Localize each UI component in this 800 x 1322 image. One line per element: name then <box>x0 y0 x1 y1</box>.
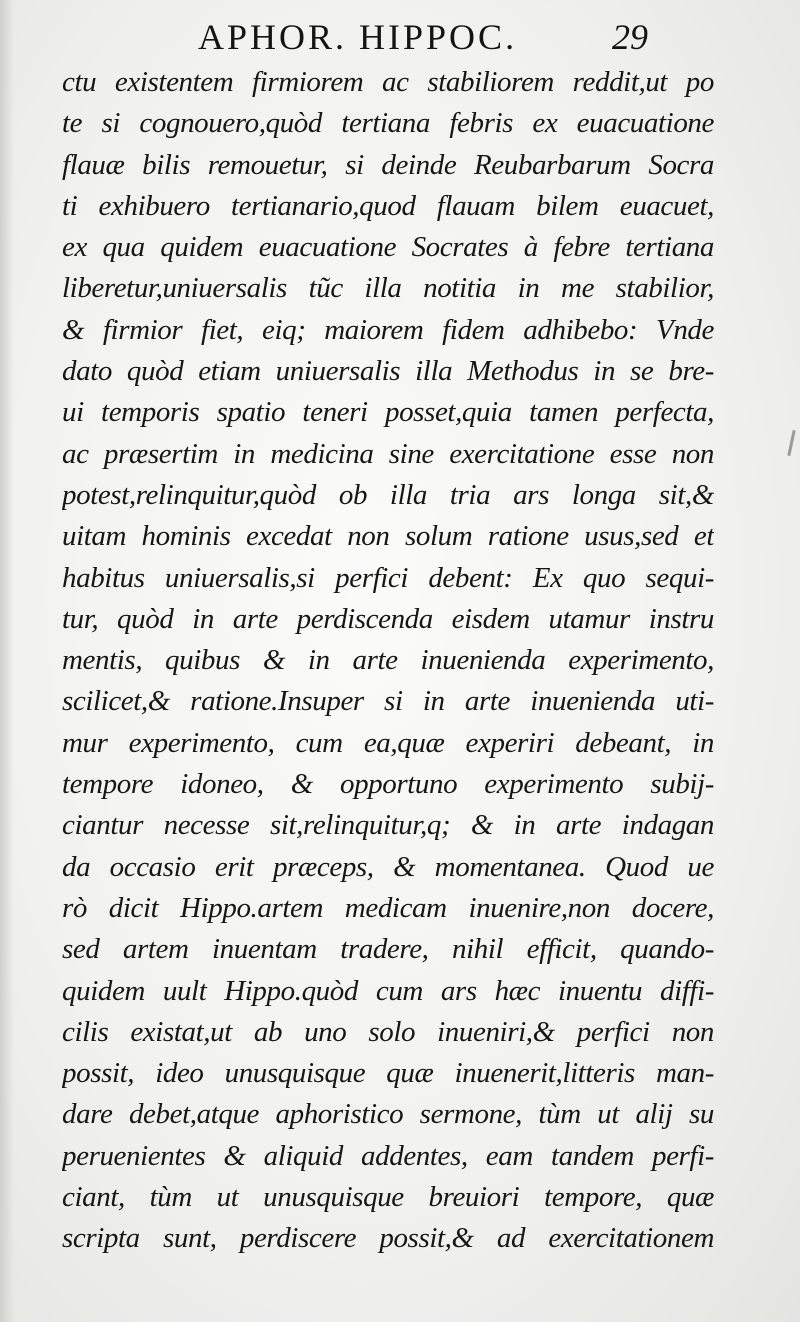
text-line: cilis existat,ut ab uno solo inueniri,& perfici non <box>62 1015 714 1048</box>
text-line: liberetur,uniuersalis tũc illa notitia in me stabilior, <box>62 272 714 305</box>
text-line: tempore idoneo, & opportuno experimento subij- <box>62 768 714 801</box>
text-line: ctu existentem firmiorem ac stabiliorem reddit,ut po <box>62 66 714 98</box>
text-line: te si cognouero,quòd tertiana febris ex euacuatione <box>62 107 714 140</box>
text-line: uitam hominis excedat non solum ratione usus,sed et <box>62 520 714 553</box>
text-line: possit, ideo unusquisque quæ inuenerit,litteris man- <box>62 1057 714 1090</box>
page-gutter-shadow <box>0 0 14 1322</box>
text-line: potest,relinquitur,quòd ob illa tria ars longa sit,& <box>62 478 714 511</box>
text-line: rò dicit Hippo.artem medicam inuenire,non docere, <box>62 891 714 924</box>
text-line: ciant, tùm ut unusquisque breuiori tempore, quæ <box>62 1181 714 1214</box>
text-line: mur experimento, cum ea,quæ experiri debeant, in <box>62 726 714 759</box>
text-line: mentis, quibus & in arte inuenienda experimento, <box>62 644 714 677</box>
text-line: scripta sunt, perdiscere possit,& ad exercitationem <box>62 1222 714 1255</box>
body-text <box>62 62 714 1260</box>
text-line: sed artem inuentam tradere, nihil efficit, quando- <box>62 933 714 966</box>
text-line: habitus uniuersalis,si perfici debent: Ex quo sequi- <box>62 561 714 594</box>
text-line: dato quòd etiam uniuersalis illa Methodus in se bre- <box>62 355 714 388</box>
text-line: dare debet,atque aphoristico sermone, tùm ut alij su <box>62 1098 714 1131</box>
page-header <box>0 12 800 62</box>
text-line: quidem uult Hippo.quòd cum ars hæc inuentu diffi- <box>62 974 714 1007</box>
text-line: scilicet,& ratione.Insuper si in arte inuenienda uti- <box>62 685 714 718</box>
text-line: peruenientes & aliquid addentes, eam tandem perfi- <box>62 1139 714 1172</box>
text-line: & firmior fiet, eiq; maiorem fidem adhibebo: Vnde <box>62 313 714 346</box>
text-line: ex qua quidem euacuatione Socrates à febre tertiana <box>62 231 714 264</box>
text-line: flauæ bilis remouetur, si deinde Reubarbarum Socra <box>62 148 714 181</box>
text-line: da occasio erit præceps, & momentanea. Quod ue <box>62 850 714 883</box>
text-line: ui temporis spatio teneri posset,quia tamen perfecta, <box>62 396 714 429</box>
text-line: tur, quòd in arte perdiscenda eisdem utamur instru <box>62 602 714 635</box>
page-number: 29 <box>612 17 648 57</box>
text-line: ac præsertim in medicina sine exercitatione esse non <box>62 437 714 470</box>
running-head: APHOR. HIPPOC. <box>198 17 518 57</box>
text-line: ti exhibuero tertianario,quod flauam bilem euacuet, <box>62 189 714 222</box>
text-line: ciantur necesse sit,relinquitur,q; & in arte indagan <box>62 809 714 842</box>
